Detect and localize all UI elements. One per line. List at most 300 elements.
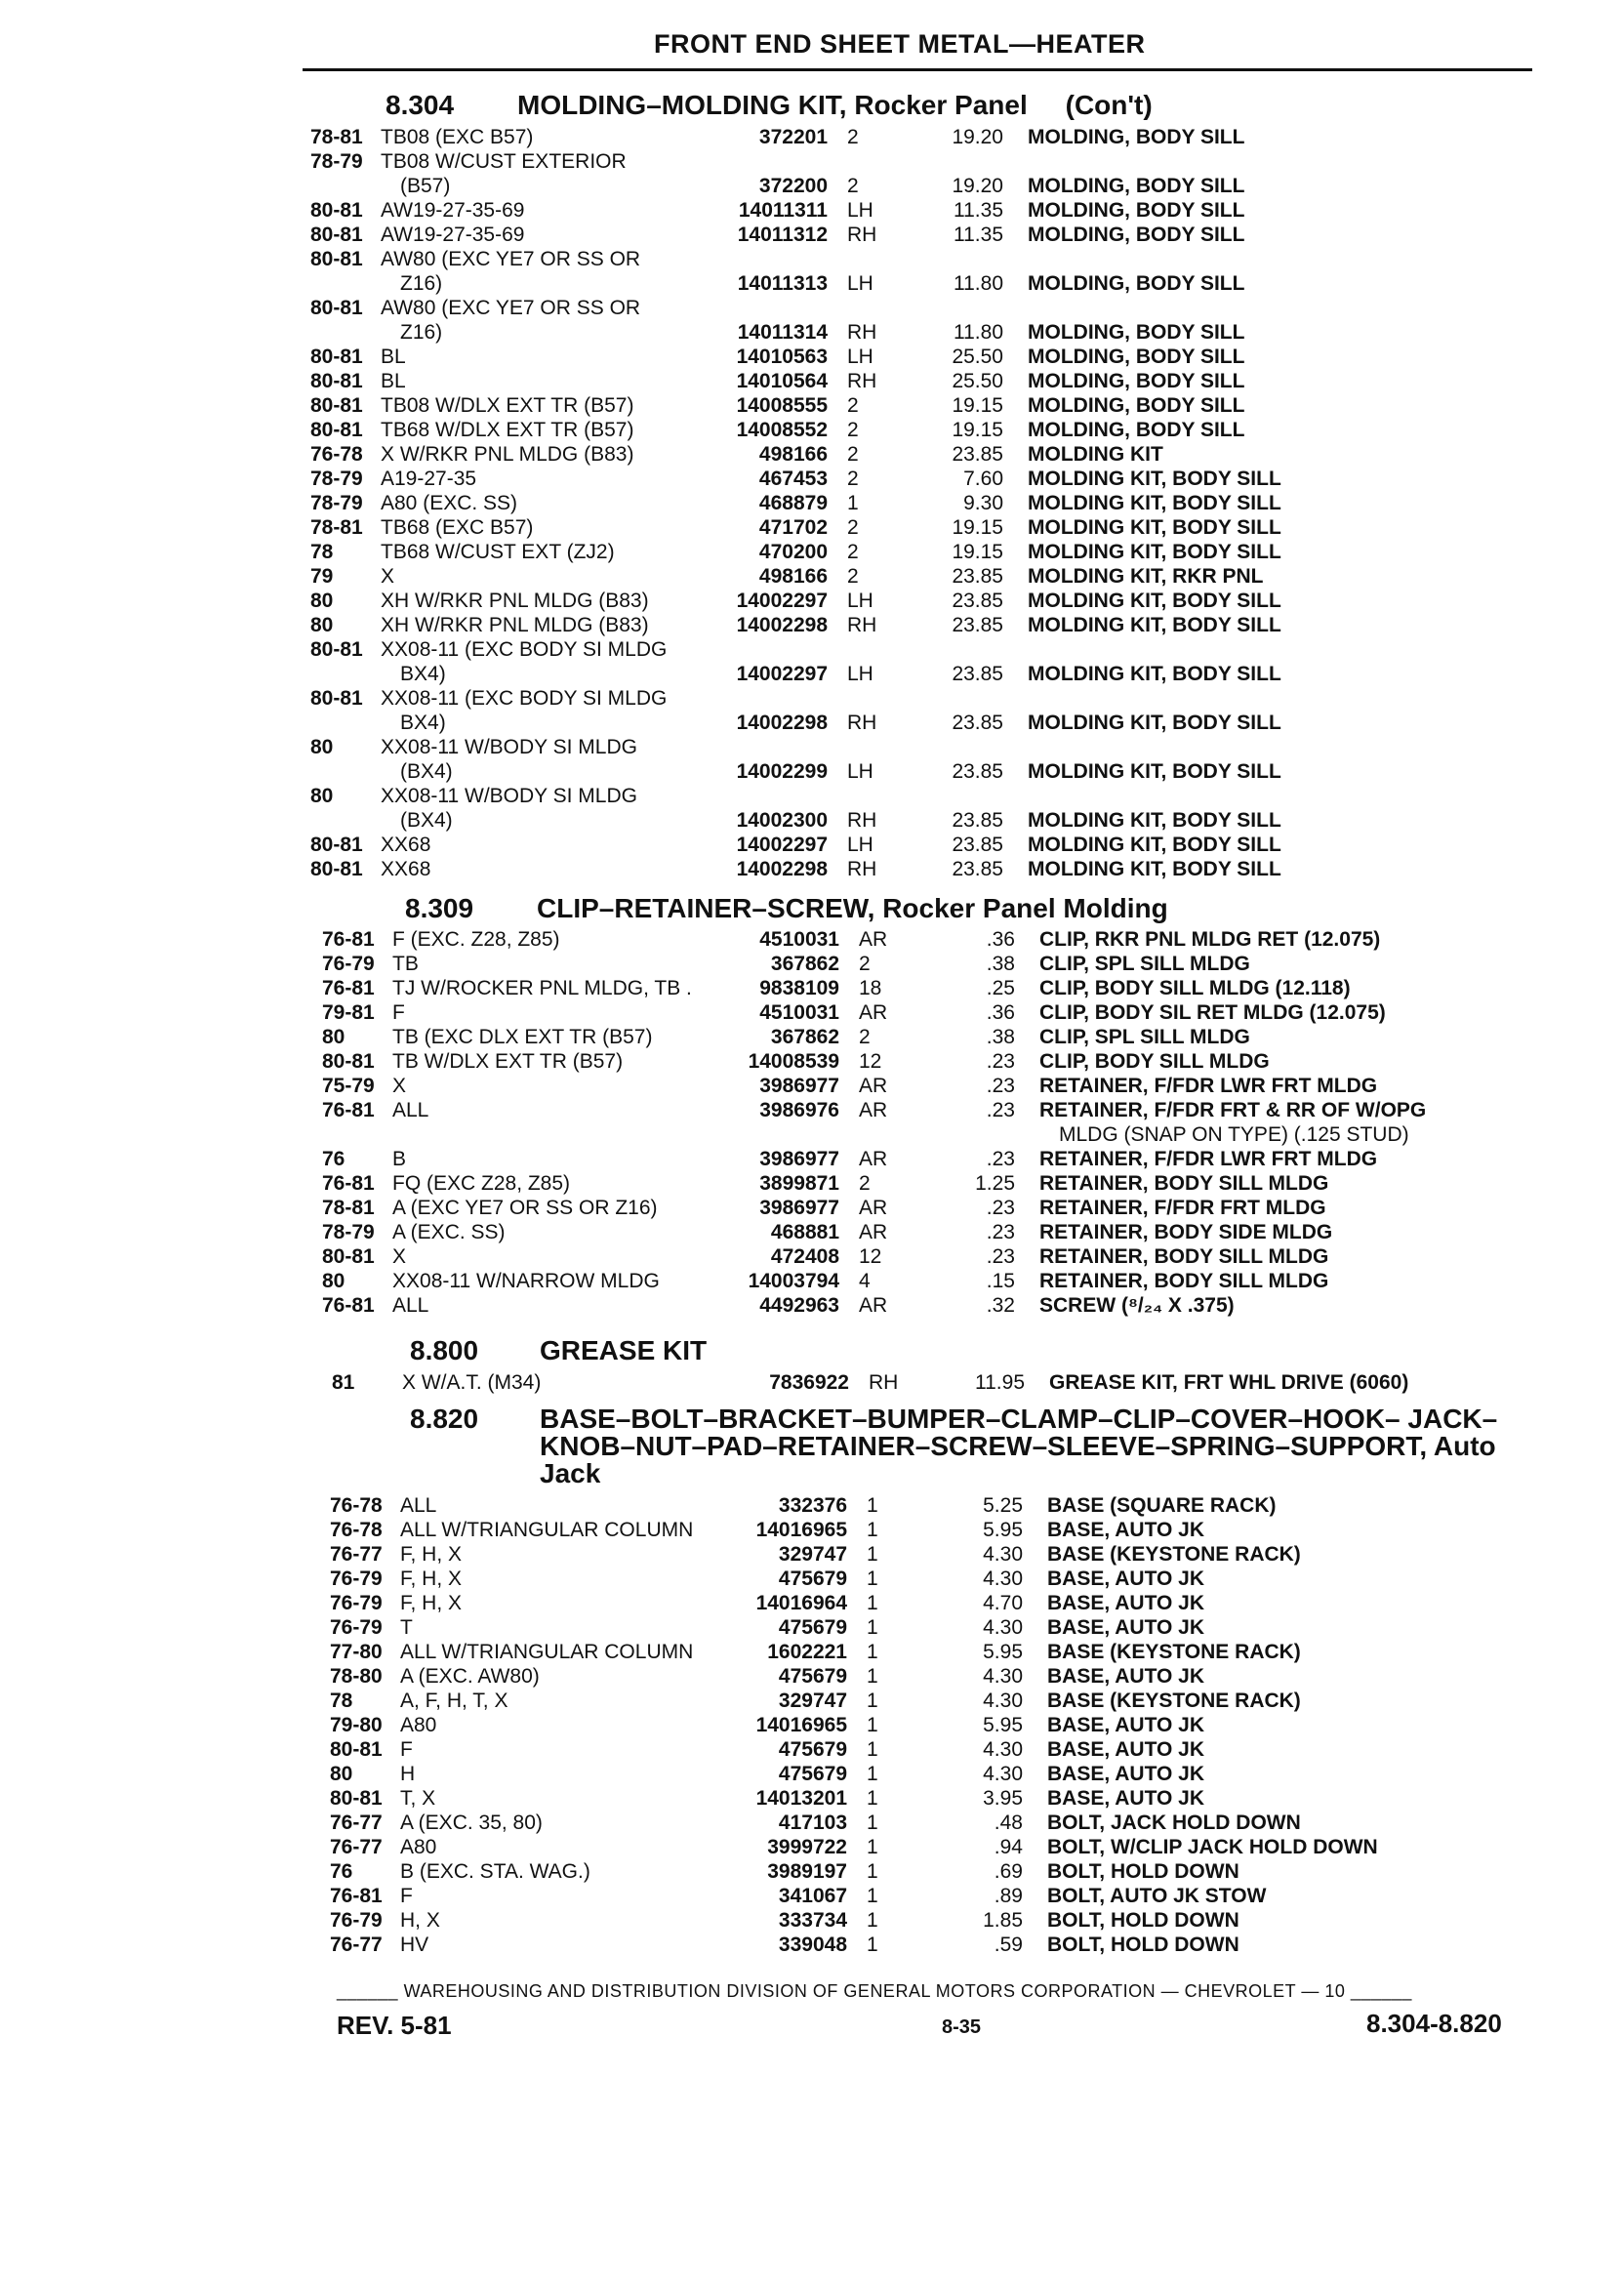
part-name-text: BASE (SQUARE RACK) xyxy=(1047,1494,1277,1517)
part-number: 470200 xyxy=(758,541,828,563)
quantity: AR xyxy=(859,1197,888,1219)
part-name xyxy=(1047,1615,1204,1640)
application-line: TB W/DLX EXT TR (B57) xyxy=(392,1050,624,1073)
part-name-text: RETAINER, F/FDR FRT MLDG xyxy=(1039,1197,1326,1219)
application-line-2: Z16) xyxy=(400,272,443,295)
price: 25.50 xyxy=(952,346,1003,368)
part-name xyxy=(1047,1737,1204,1762)
model-years: 76-78 xyxy=(330,1519,383,1541)
quantity: 1 xyxy=(867,1909,878,1932)
price: 1.85 xyxy=(983,1909,1023,1932)
quantity: AR xyxy=(859,1294,888,1317)
application-line: A80 xyxy=(400,1714,437,1736)
part-name-text: CLIP, BODY SILL MLDG (12.118) xyxy=(1039,977,1351,999)
model-years: 81 xyxy=(332,1371,355,1394)
model-years: 76-81 xyxy=(322,1294,375,1317)
quantity: 1 xyxy=(867,1836,878,1858)
part-name xyxy=(1028,369,1244,393)
section-title: MOLDING–MOLDING KIT, Rocker Panel (Con't) xyxy=(517,90,1153,120)
part-name-text: MOLDING KIT xyxy=(1028,443,1163,466)
part-name-text: BOLT, HOLD DOWN xyxy=(1047,1909,1239,1932)
model-years: 78-80 xyxy=(330,1665,383,1688)
price: .32 xyxy=(986,1294,1015,1317)
application-line: ALL xyxy=(392,1099,429,1121)
quantity: 2 xyxy=(859,953,871,975)
application-line-2: BX4) xyxy=(400,712,446,734)
part-name xyxy=(1039,1147,1377,1171)
header-rule xyxy=(303,68,1532,71)
part-name-text: BASE (KEYSTONE RACK) xyxy=(1047,1690,1301,1712)
part-name-text: MOLDING KIT, BODY SILL xyxy=(1028,492,1281,514)
price: .69 xyxy=(994,1860,1023,1883)
application-line: XX08-11 W/BODY SI MLDG xyxy=(381,785,637,807)
quantity: 2 xyxy=(847,541,859,563)
price: .23 xyxy=(986,1099,1015,1121)
price: 5.95 xyxy=(983,1714,1023,1736)
price: 23.85 xyxy=(952,443,1003,466)
part-number: 329747 xyxy=(778,1690,847,1712)
application-line-2: (B57) xyxy=(400,175,451,197)
model-years: 80-81 xyxy=(310,687,363,710)
part-name xyxy=(1028,125,1244,149)
quantity: 18 xyxy=(859,977,882,999)
price: 9.30 xyxy=(963,492,1003,514)
part-name-text: MOLDING KIT, BODY SILL xyxy=(1028,516,1281,539)
part-number: 1602221 xyxy=(767,1641,847,1663)
part-number: 3986977 xyxy=(759,1197,839,1219)
part-number: 14002300 xyxy=(736,809,828,832)
price: 23.85 xyxy=(952,663,1003,685)
quantity: 2 xyxy=(847,126,859,148)
quantity: LH xyxy=(847,590,873,612)
part-number: 14002297 xyxy=(736,590,828,612)
price: .59 xyxy=(994,1934,1023,1956)
model-years: 76-79 xyxy=(330,1909,383,1932)
application-line: AW80 (EXC YE7 OR SS OR xyxy=(381,297,641,319)
part-name xyxy=(1028,662,1281,686)
quantity: 12 xyxy=(859,1245,882,1268)
application-line: X W/RKR PNL MLDG (B83) xyxy=(381,443,634,466)
part-name-text: MOLDING KIT, BODY SILL xyxy=(1028,663,1281,685)
quantity: LH xyxy=(847,272,873,295)
part-name-text: MOLDING KIT, BODY SILL xyxy=(1028,809,1281,832)
part-name-text: GREASE KIT, FRT WHL DRIVE (6060) xyxy=(1049,1371,1409,1394)
section-title-line2: KNOB–NUT–PAD–RETAINER–SCREW–SLEEVE–SPRING–SUPPORT, Auto xyxy=(540,1431,1496,1461)
part-number: 475679 xyxy=(778,1665,847,1688)
part-name xyxy=(1028,223,1244,247)
quantity: LH xyxy=(847,760,873,783)
price: 23.85 xyxy=(952,858,1003,880)
price: 23.85 xyxy=(952,565,1003,588)
application-line: TJ W/ROCKER PNL MLDG, TB . xyxy=(392,977,692,999)
price: .23 xyxy=(986,1050,1015,1073)
part-name xyxy=(1039,1196,1326,1220)
model-years: 76-79 xyxy=(330,1616,383,1639)
footer-division-line: ______ WAREHOUSING AND DISTRIBUTION DIVISION OF GENERAL MOTORS CORPORATION — CHEVROLET — 10 ______ xyxy=(337,1981,1412,2001)
application-line: BL xyxy=(381,370,406,392)
quantity: LH xyxy=(847,199,873,222)
part-number: 14002299 xyxy=(736,760,828,783)
part-name-text: BASE, AUTO JK xyxy=(1047,1592,1205,1614)
model-years: 80-81 xyxy=(310,224,363,246)
quantity: 1 xyxy=(867,1519,878,1541)
quantity: AR xyxy=(859,1221,888,1243)
part-name xyxy=(1028,540,1281,564)
application-line: F xyxy=(400,1885,413,1907)
quantity: RH xyxy=(847,370,877,392)
part-name-text: BOLT, W/CLIP JACK HOLD DOWN xyxy=(1047,1836,1378,1858)
part-name xyxy=(1047,1664,1204,1689)
application-line: A, F, H, T, X xyxy=(400,1690,508,1712)
quantity: 1 xyxy=(847,492,859,514)
part-number: 14011313 xyxy=(737,272,828,295)
application-line: ALL xyxy=(400,1494,437,1517)
application-line: F (EXC. Z28, Z85) xyxy=(392,928,560,951)
application-line: TB68 (EXC B57) xyxy=(381,516,534,539)
price: 11.35 xyxy=(954,199,1003,222)
part-number: 475679 xyxy=(778,1616,847,1639)
price: 3.95 xyxy=(983,1787,1023,1810)
model-years: 80-81 xyxy=(310,394,363,417)
application-line: F, H, X xyxy=(400,1592,463,1614)
price: 4.30 xyxy=(983,1690,1023,1712)
part-number: 498166 xyxy=(758,443,828,466)
model-years: 78-79 xyxy=(310,468,363,490)
part-number: 3999722 xyxy=(767,1836,847,1858)
model-years: 80-81 xyxy=(322,1050,375,1073)
model-years: 80-81 xyxy=(310,297,363,319)
price: 4.30 xyxy=(983,1543,1023,1566)
part-name xyxy=(1028,467,1281,491)
price: .23 xyxy=(986,1148,1015,1170)
price: .38 xyxy=(986,1026,1015,1048)
application-line: F xyxy=(392,1001,405,1024)
part-name xyxy=(1028,857,1281,881)
part-name xyxy=(1047,1542,1301,1567)
part-name xyxy=(1028,564,1264,589)
part-number: 14011312 xyxy=(737,224,828,246)
quantity: 1 xyxy=(867,1543,878,1566)
part-name-text: MOLDING, BODY SILL xyxy=(1028,199,1245,222)
part-number: 14011311 xyxy=(738,199,828,222)
part-name xyxy=(1047,1493,1277,1518)
model-years: 79-80 xyxy=(330,1714,383,1736)
part-name-text: CLIP, BODY SILL MLDG xyxy=(1039,1050,1270,1073)
part-name xyxy=(1039,1098,1427,1146)
price: 1.25 xyxy=(975,1172,1015,1195)
price: 11.80 xyxy=(954,272,1003,295)
part-name-text: BASE (KEYSTONE RACK) xyxy=(1047,1543,1301,1566)
part-name xyxy=(1047,1859,1239,1884)
model-years: 78-81 xyxy=(310,516,363,539)
part-name-text: CLIP, SPL SILL MLDG xyxy=(1039,953,1250,975)
price: 4.30 xyxy=(983,1738,1023,1761)
part-number: 4510031 xyxy=(759,1001,839,1024)
part-name-text: BASE, AUTO JK xyxy=(1047,1787,1205,1810)
page-title: FRONT END SHEET METAL—HEATER xyxy=(654,29,1146,59)
application-line: AW19-27-35-69 xyxy=(381,224,525,246)
part-name-text: MOLDING KIT, BODY SILL xyxy=(1028,468,1281,490)
price: 11.80 xyxy=(954,321,1003,344)
model-years: 80-81 xyxy=(310,199,363,222)
quantity: LH xyxy=(847,346,873,368)
price: 19.20 xyxy=(952,175,1003,197)
part-number: 7836922 xyxy=(769,1371,849,1394)
application-line: AW19-27-35-69 xyxy=(381,199,525,222)
price: 4.70 xyxy=(983,1592,1023,1614)
price: 23.85 xyxy=(952,809,1003,832)
part-name-text: MOLDING, BODY SILL xyxy=(1028,272,1245,295)
quantity: 1 xyxy=(867,1763,878,1785)
application-line: X xyxy=(381,565,395,588)
model-years: 80-81 xyxy=(330,1738,383,1761)
price: 4.30 xyxy=(983,1616,1023,1639)
model-years: 76-77 xyxy=(330,1836,383,1858)
part-name-text: BOLT, AUTO JK STOW xyxy=(1047,1885,1267,1907)
model-years: 76-81 xyxy=(322,1172,375,1195)
model-years: 80 xyxy=(322,1026,345,1048)
model-years: 80 xyxy=(322,1270,345,1292)
application-line: F, H, X xyxy=(400,1543,463,1566)
application-line: TB xyxy=(392,953,419,975)
part-name xyxy=(1039,927,1380,952)
application-line: FQ (EXC Z28, Z85) xyxy=(392,1172,571,1195)
part-name xyxy=(1047,1640,1301,1664)
application-line: A80 xyxy=(400,1836,437,1858)
part-number: 14003794 xyxy=(748,1270,839,1292)
quantity: LH xyxy=(847,663,873,685)
part-number: 14016965 xyxy=(755,1519,847,1541)
quantity: AR xyxy=(859,1001,888,1024)
application-line: ALL xyxy=(392,1294,429,1317)
part-name-text: MOLDING KIT, BODY SILL xyxy=(1028,541,1281,563)
part-name-text: MOLDING, BODY SILL xyxy=(1028,419,1245,441)
application-line: F xyxy=(400,1738,413,1761)
model-years: 78-79 xyxy=(322,1221,375,1243)
application-line-2: (BX4) xyxy=(400,760,453,783)
part-number: 341067 xyxy=(778,1885,847,1907)
part-name xyxy=(1028,589,1281,613)
quantity: LH xyxy=(847,834,873,856)
part-name-text: SCREW (⁸/₂₄ X .375) xyxy=(1039,1294,1235,1317)
section-title: BASE–BOLT–BRACKET–BUMPER–CLAMP–CLIP–COVER–HOOK– JACK– xyxy=(540,1404,1498,1434)
part-name xyxy=(1047,1713,1204,1737)
part-number: 4492963 xyxy=(759,1294,839,1317)
part-name xyxy=(1047,1518,1204,1542)
price: 23.85 xyxy=(952,760,1003,783)
quantity: AR xyxy=(859,1148,888,1170)
part-name xyxy=(1028,418,1244,442)
price: .36 xyxy=(986,928,1015,951)
part-number: 9838109 xyxy=(759,977,839,999)
part-name xyxy=(1028,491,1281,515)
model-years: 78-81 xyxy=(310,126,363,148)
model-years: 80 xyxy=(330,1763,353,1785)
part-name-text: RETAINER, BODY SILL MLDG xyxy=(1039,1270,1329,1292)
application-line: A (EXC. SS) xyxy=(392,1221,506,1243)
quantity: RH xyxy=(869,1371,899,1394)
part-name xyxy=(1028,271,1244,296)
part-number: 367862 xyxy=(770,953,839,975)
quantity: 1 xyxy=(867,1494,878,1517)
application-line: H xyxy=(400,1763,416,1785)
part-name xyxy=(1028,833,1281,857)
application-line: TB08 (EXC B57) xyxy=(381,126,534,148)
model-years: 76-79 xyxy=(322,953,375,975)
quantity: RH xyxy=(847,712,877,734)
part-name xyxy=(1039,1244,1328,1269)
model-years: 76 xyxy=(322,1148,345,1170)
part-number: 14008555 xyxy=(736,394,828,417)
part-name-text: RETAINER, F/FDR LWR FRT MLDG xyxy=(1039,1075,1378,1097)
price: .48 xyxy=(994,1812,1023,1834)
part-name-text: MOLDING, BODY SILL xyxy=(1028,394,1245,417)
quantity: 1 xyxy=(867,1568,878,1590)
price: 11.35 xyxy=(954,224,1003,246)
price: .36 xyxy=(986,1001,1015,1024)
part-number: 475679 xyxy=(778,1738,847,1761)
price: 5.25 xyxy=(983,1494,1023,1517)
model-years: 78-79 xyxy=(310,492,363,514)
section-number: 8.309 xyxy=(405,893,474,923)
price: 4.30 xyxy=(983,1763,1023,1785)
part-number: 475679 xyxy=(778,1763,847,1785)
quantity: 2 xyxy=(847,175,859,197)
part-name xyxy=(1028,198,1244,223)
quantity: 1 xyxy=(867,1738,878,1761)
application-line: BL xyxy=(381,346,406,368)
part-name xyxy=(1047,1786,1204,1811)
application-line: F, H, X xyxy=(400,1568,463,1590)
part-name-text: BASE, AUTO JK xyxy=(1047,1763,1205,1785)
part-number: 14002297 xyxy=(736,834,828,856)
price: 11.95 xyxy=(975,1371,1025,1394)
application-line: A (EXC. 35, 80) xyxy=(400,1812,543,1834)
application-line: A (EXC. AW80) xyxy=(400,1665,540,1688)
model-years: 78 xyxy=(310,541,334,563)
quantity: RH xyxy=(847,224,877,246)
section-title: CLIP–RETAINER–SCREW, Rocker Panel Molding xyxy=(537,893,1168,923)
model-years: 76-78 xyxy=(310,443,363,466)
part-number: 14002298 xyxy=(736,858,828,880)
section-number: 8.820 xyxy=(410,1404,479,1434)
part-name xyxy=(1047,1591,1204,1615)
part-number: 3986977 xyxy=(759,1148,839,1170)
model-years: 76-77 xyxy=(330,1543,383,1566)
quantity: RH xyxy=(847,858,877,880)
part-name xyxy=(1039,1269,1328,1293)
application-line: XX08-11 W/BODY SI MLDG xyxy=(381,736,637,758)
part-name xyxy=(1028,759,1281,784)
quantity: AR xyxy=(859,1099,888,1121)
application-line: T, X xyxy=(400,1787,436,1810)
quantity: AR xyxy=(859,928,888,951)
model-years: 76-81 xyxy=(330,1885,383,1907)
part-name xyxy=(1039,1074,1377,1098)
page-number: 8-35 xyxy=(942,2016,982,2038)
model-years: 76-81 xyxy=(322,1099,375,1121)
application-line-2: BX4) xyxy=(400,663,446,685)
part-number: 372200 xyxy=(758,175,828,197)
model-years: 80 xyxy=(310,736,334,758)
part-number: 4510031 xyxy=(759,928,839,951)
part-name xyxy=(1047,1567,1204,1591)
part-name-text: MOLDING, BODY SILL xyxy=(1028,224,1245,246)
part-number: 3986976 xyxy=(759,1099,839,1121)
part-name-text: RETAINER, F/FDR LWR FRT MLDG xyxy=(1039,1148,1378,1170)
part-number: 3986977 xyxy=(759,1075,839,1097)
part-number: 14002297 xyxy=(736,663,828,685)
part-name-text: BASE, AUTO JK xyxy=(1047,1568,1205,1590)
price: 25.50 xyxy=(952,370,1003,392)
price: 5.95 xyxy=(983,1641,1023,1663)
application-line: XH W/RKR PNL MLDG (B83) xyxy=(381,590,649,612)
application-line: H, X xyxy=(400,1909,440,1932)
application-line: A80 (EXC. SS) xyxy=(381,492,518,514)
application-line: AW80 (EXC YE7 OR SS OR xyxy=(381,248,641,270)
part-name xyxy=(1039,1000,1386,1025)
part-name-text: BOLT, HOLD DOWN xyxy=(1047,1934,1239,1956)
part-number: 475679 xyxy=(778,1568,847,1590)
model-years: 75-79 xyxy=(322,1075,375,1097)
part-name xyxy=(1028,345,1244,369)
part-number: 467453 xyxy=(758,468,828,490)
application-line: A (EXC YE7 OR SS OR Z16) xyxy=(392,1197,658,1219)
part-name xyxy=(1039,1049,1270,1074)
part-name-text: MOLDING KIT, RKR PNL xyxy=(1028,565,1264,588)
price: .23 xyxy=(986,1221,1015,1243)
model-years: 80 xyxy=(310,785,334,807)
part-name xyxy=(1047,1835,1378,1859)
part-name-text: RETAINER, BODY SILL MLDG xyxy=(1039,1245,1329,1268)
part-name xyxy=(1028,320,1244,345)
application-line: X xyxy=(392,1245,407,1268)
part-number: 472408 xyxy=(770,1245,839,1268)
model-years: 76-77 xyxy=(330,1934,383,1956)
application-line: TB68 W/CUST EXT (ZJ2) xyxy=(381,541,615,563)
quantity: RH xyxy=(847,614,877,636)
application-line: XX68 xyxy=(381,834,431,856)
part-name xyxy=(1028,442,1163,467)
quantity: RH xyxy=(847,809,877,832)
quantity: 1 xyxy=(867,1812,878,1834)
part-number: 367862 xyxy=(770,1026,839,1048)
part-number: 14002298 xyxy=(736,614,828,636)
section-title-line3: Jack xyxy=(540,1458,601,1488)
quantity: 2 xyxy=(847,468,859,490)
application-line: ALL W/TRIANGULAR COLUMN xyxy=(400,1519,694,1541)
application-line: X W/A.T. (M34) xyxy=(402,1371,542,1394)
part-number: 14011314 xyxy=(737,321,828,344)
application-line: TB08 W/DLX EXT TR (B57) xyxy=(381,394,634,417)
part-name-text: BOLT, HOLD DOWN xyxy=(1047,1860,1239,1883)
price: 5.95 xyxy=(983,1519,1023,1541)
model-years: 80-81 xyxy=(322,1245,375,1268)
part-number: 14010563 xyxy=(736,346,828,368)
revision-label: REV. 5-81 xyxy=(337,2011,452,2040)
part-number: 468881 xyxy=(770,1221,839,1243)
section-number: 8.800 xyxy=(410,1335,479,1365)
model-years: 78 xyxy=(330,1690,353,1712)
quantity: 12 xyxy=(859,1050,882,1073)
model-years: 80 xyxy=(310,590,334,612)
part-name xyxy=(1028,711,1281,735)
quantity: 1 xyxy=(867,1665,878,1688)
part-name-text: MOLDING KIT, BODY SILL xyxy=(1028,712,1281,734)
part-name xyxy=(1028,613,1281,637)
price: 23.85 xyxy=(952,590,1003,612)
application-line: XX08-11 (EXC BODY SI MLDG xyxy=(381,638,668,661)
